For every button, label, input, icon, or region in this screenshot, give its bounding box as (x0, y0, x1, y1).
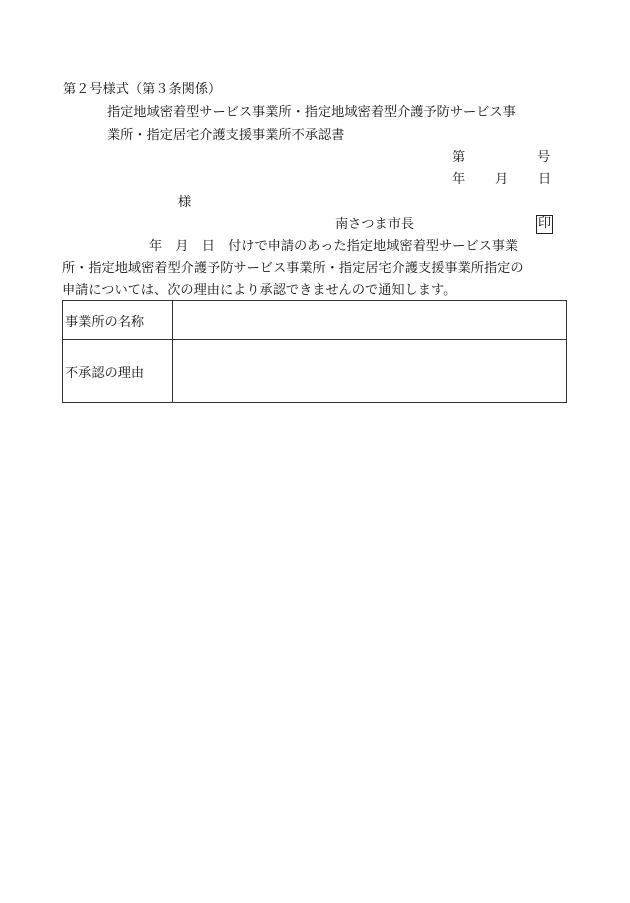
seal-mark (536, 215, 553, 234)
rejection-reason-label: 不承認の理由 (63, 340, 173, 403)
form-number: 第２号様式（第３条関係） (63, 82, 222, 97)
table-row (63, 301, 567, 340)
body-line-3: 申請については、次の理由により承認できませんので通知します。 (62, 283, 457, 298)
body-line-2: 所・指定地域密着型介護予防サービス事業所・指定居宅介護支援事業所指定の (62, 261, 524, 276)
date-day: 日 (538, 172, 552, 187)
office-name-value (173, 301, 567, 340)
body-line-1: 年 月 日 付けで申請のあった指定地域密着型サービス事業 (149, 239, 519, 254)
doc-number-suffix: 号 (537, 150, 551, 165)
office-name-label: 事業所の名称 (63, 301, 173, 340)
date-year: 年 (452, 172, 466, 187)
details-table (62, 300, 567, 403)
rejection-reason-value (173, 340, 567, 403)
date-month: 月 (495, 172, 509, 187)
issuer-name: 南さつま市長 (335, 217, 415, 232)
title-line-1: 指定地域密着型サービス事業所・指定地域密着型介護予防サービス事 (107, 105, 516, 120)
table-row (63, 340, 567, 403)
addressee-suffix: 様 (178, 195, 192, 210)
title-line-2: 業所・指定居宅介護支援事業所不承認書 (107, 128, 345, 143)
seal-mark-text: 印 (536, 215, 553, 234)
doc-number-prefix: 第 (452, 150, 466, 165)
